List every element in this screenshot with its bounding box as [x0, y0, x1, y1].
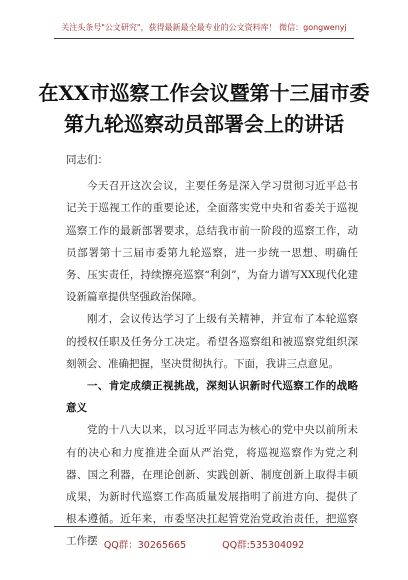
- page-header: [0, 0, 408, 52]
- paragraph-1: 今天召开这次会议，主要任务是深入学习贯彻习近平总书记关于巡视工作的重要论述，全面落实党中央和省委关于巡视巡察工作的最新部署要求，总结我市前一阶段的巡察工作，动员部署第十三届市委第九轮巡察，进一步统一思想、明确任务、压实责任，持续擦亮巡察“利剑”，为奋力谱写XX现代化建设新篇章提供坚强政治保障。: [66, 180, 358, 304]
- title-line-2: 第九轮巡察动员部署会上的讲话: [64, 112, 344, 136]
- footer-qq-group-2: QQ群:535304092: [222, 540, 305, 551]
- document-body: [66, 149, 358, 553]
- paragraph-2: 刚才，会议传达学习了上级有关精神，并宣布了本轮巡察的授权任职及任务分工决定。希望各巡察组和被巡察党组织深刻领会、准确把握，坚决贯彻执行。下面，我讲三点意见。: [66, 313, 358, 370]
- paragraph-3: 党的十八大以来，以习近平同志为核心的党中央以前所未有的决心和力度推进全面从严治党，将巡视巡察作为党之利器、国之利器，在理论创新、实践创新、制度创新上取得丰硕成果，为新时代巡察工作高质量发展指明了前进方向、提供了根本遵循。近年来，市委坚决扛起管党治党政治责任，把巡察工作摆: [66, 424, 358, 548]
- title-line-1: 在XX市巡察工作会议暨第十三届市委: [38, 81, 370, 105]
- salutation: 同志们：: [66, 154, 108, 166]
- section-heading-1: 一、肯定成绩正视挑战，深刻认识新时代巡察工作的战略意义: [66, 380, 358, 415]
- header-notice: 关注头条号"公文研究"，获得最新最全最专业的公文资料库！ 微信：gongwenyj: [61, 23, 347, 32]
- footer-contacts: [0, 537, 408, 551]
- page-footer: [0, 526, 408, 566]
- header-divider: [54, 38, 354, 39]
- footer-divider: [54, 526, 354, 527]
- footer-qq-group-1: QQ群：30265665: [103, 540, 187, 551]
- document-title: [30, 78, 378, 140]
